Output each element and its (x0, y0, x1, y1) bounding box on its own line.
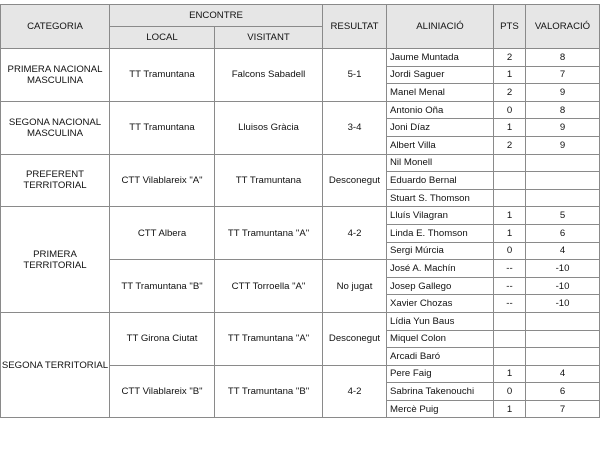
match-resultat: Desconegut (323, 154, 387, 207)
player-valoracio: 8 (526, 49, 600, 67)
header-local: LOCAL (110, 27, 215, 49)
player-valoracio: 6 (526, 224, 600, 242)
player-valoracio: 7 (526, 66, 600, 84)
player-valoracio: -10 (526, 277, 600, 295)
player-name: Sergi Múrcia (387, 242, 494, 260)
player-pts: 1 (494, 400, 526, 418)
player-valoracio: 8 (526, 101, 600, 119)
match-local: TT Girona Ciutat (110, 312, 215, 365)
player-valoracio: 5 (526, 207, 600, 225)
header-visitant: VISITANT (215, 27, 323, 49)
player-pts (494, 189, 526, 207)
player-pts: 2 (494, 84, 526, 102)
player-valoracio: -10 (526, 260, 600, 278)
player-valoracio: 7 (526, 400, 600, 418)
player-pts (494, 348, 526, 366)
player-pts (494, 330, 526, 348)
header-categoria: CATEGORIA (1, 5, 110, 49)
player-name: Pere Faig (387, 365, 494, 383)
player-pts: 1 (494, 224, 526, 242)
player-pts: 1 (494, 365, 526, 383)
category-segona-nacional: SEGONA NACIONAL MASCULINA (1, 101, 110, 154)
table-row (1, 101, 600, 119)
match-resultat: No jugat (323, 260, 387, 313)
match-resultat: 5-1 (323, 49, 387, 102)
match-resultat: Desconegut (323, 312, 387, 365)
player-valoracio: 6 (526, 383, 600, 401)
table-row (1, 154, 600, 172)
player-pts: 0 (494, 242, 526, 260)
match-visitant: CTT Torroella "A" (215, 260, 323, 313)
player-valoracio: 9 (526, 119, 600, 137)
results-table (0, 4, 600, 418)
match-visitant: TT Tramuntana (215, 154, 323, 207)
player-pts: 0 (494, 101, 526, 119)
match-local: TT Tramuntana (110, 49, 215, 102)
player-name: Josep Gallego (387, 277, 494, 295)
header-aliniacio: ALINIACIÓ (387, 5, 494, 49)
match-resultat: 3-4 (323, 101, 387, 154)
match-local: CTT Vilablareix "A" (110, 154, 215, 207)
player-valoracio (526, 330, 600, 348)
match-resultat: 4-2 (323, 207, 387, 260)
category-primera-territorial: PRIMERA TERRITORIAL (1, 207, 110, 313)
player-pts: 1 (494, 119, 526, 137)
player-name: Antonio Oña (387, 101, 494, 119)
player-valoracio: 4 (526, 365, 600, 383)
header-resultat: RESULTAT (323, 5, 387, 49)
player-valoracio: 9 (526, 84, 600, 102)
match-local: TT Tramuntana (110, 101, 215, 154)
header-pts: PTS (494, 5, 526, 49)
player-name: Arcadi Baró (387, 348, 494, 366)
player-name: José A. Machín (387, 260, 494, 278)
table-row (1, 312, 600, 330)
player-name: Jaume Muntada (387, 49, 494, 67)
player-pts: 1 (494, 66, 526, 84)
player-pts: 1 (494, 207, 526, 225)
match-local: TT Tramuntana "B" (110, 260, 215, 313)
category-preferent: PREFERENT TERRITORIAL (1, 154, 110, 207)
match-visitant: Falcons Sabadell (215, 49, 323, 102)
player-pts: 0 (494, 383, 526, 401)
player-name: Manel Menal (387, 84, 494, 102)
player-name: Nil Monell (387, 154, 494, 172)
match-local: CTT Albera (110, 207, 215, 260)
header-encontre: ENCONTRE (110, 5, 323, 27)
player-name: Eduardo Bernal (387, 172, 494, 190)
player-pts (494, 312, 526, 330)
match-visitant: TT Tramuntana "A" (215, 312, 323, 365)
match-visitant: TT Tramuntana "B" (215, 365, 323, 418)
player-valoracio (526, 154, 600, 172)
player-valoracio (526, 189, 600, 207)
player-valoracio (526, 348, 600, 366)
player-name: Linda E. Thomson (387, 224, 494, 242)
player-pts: -- (494, 277, 526, 295)
player-pts: -- (494, 260, 526, 278)
category-primera-nacional: PRIMERA NACIONAL MASCULINA (1, 49, 110, 102)
player-name: Xavier Chozas (387, 295, 494, 313)
player-valoracio: 4 (526, 242, 600, 260)
player-valoracio (526, 312, 600, 330)
table-row (1, 49, 600, 67)
player-name: Mercè Puig (387, 400, 494, 418)
player-pts (494, 154, 526, 172)
match-resultat: 4-2 (323, 365, 387, 418)
player-name: Lídia Yun Baus (387, 312, 494, 330)
player-name: Miquel Colon (387, 330, 494, 348)
player-name: Lluís Vilagran (387, 207, 494, 225)
player-pts (494, 172, 526, 190)
player-name: Albert Villa (387, 136, 494, 154)
table-row (1, 207, 600, 225)
player-valoracio: 9 (526, 136, 600, 154)
player-pts: 2 (494, 49, 526, 67)
category-segona-territorial: SEGONA TERRITORIAL (1, 312, 110, 418)
player-name: Jordi Saguer (387, 66, 494, 84)
player-valoracio (526, 172, 600, 190)
match-visitant: TT Tramuntana "A" (215, 207, 323, 260)
player-pts: 2 (494, 136, 526, 154)
player-name: Joni Díaz (387, 119, 494, 137)
player-name: Stuart S. Thomson (387, 189, 494, 207)
player-valoracio: -10 (526, 295, 600, 313)
player-pts: -- (494, 295, 526, 313)
header-valoracio: VALORACIÓ (526, 5, 600, 49)
player-name: Sabrina Takenouchi (387, 383, 494, 401)
match-local: CTT Vilablareix "B" (110, 365, 215, 418)
match-visitant: Lluisos Gràcia (215, 101, 323, 154)
